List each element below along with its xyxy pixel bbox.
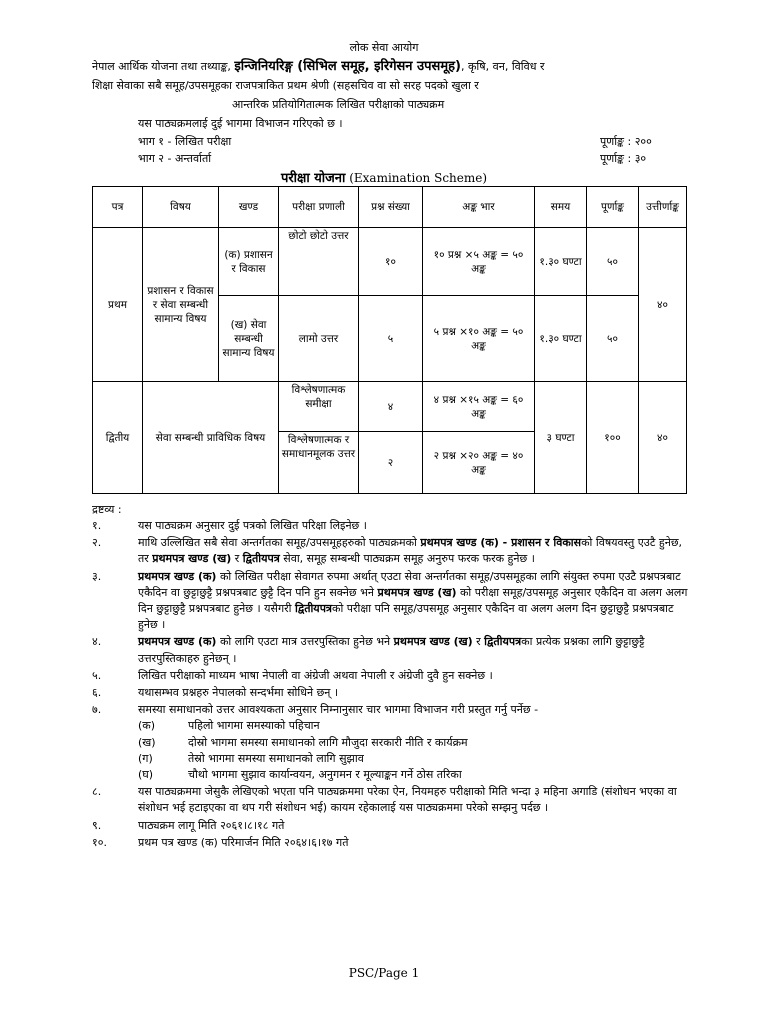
part-2-marks: पूर्णाङ्क : ३० [600, 152, 647, 165]
time: १.३० घण्टा [535, 296, 587, 382]
exam-system: लामो उत्तर [279, 296, 359, 382]
table-row [93, 228, 687, 296]
scheme-title: परीक्षा योजना (Examination Scheme) [280, 171, 488, 186]
paper-2-pass-marks: ४० [639, 382, 687, 494]
question-count: ५ [359, 296, 423, 382]
notes-list [92, 518, 692, 852]
part-1-row [138, 134, 231, 149]
col-header-subject: विषय [143, 187, 219, 228]
weightage: ५ प्रश्न ×१० अङ्क = ५० अङ्क [423, 296, 535, 382]
question-count: २ [359, 432, 423, 494]
list-item: ८. यस पाठ्यक्रममा जेसुकै लेखिएको भएता पनि पाठ्यक्रममा परेका ऐन, नियमहरु परीक्षाको मिति भन्दा ३ महिना अगाडि (संशोधन भएका वा संशोधन भई हटाइएका वा थप गरी संशोधन भई) कायम रहेकालाई यस पाठ्यक्रममा परेको सम्झनु पर्दछ । [92, 785, 677, 815]
col-header-exam-system: परीक्षा प्रणाली [279, 187, 359, 228]
full-marks: ५० [587, 228, 639, 296]
list-item: ६. यथासम्भव प्रश्नहरु नेपालको सन्दर्भमा सोधिने छन् । [92, 686, 339, 700]
intro-line-1: नेपाल आर्थिक योजना तथा तथ्याङ्क, इन्जिनियरिङ्ग (सिभिल समूह, इरिगेसन उपसमूह), कृषि, वन, विविध र [92, 59, 545, 74]
section-b: (ख) सेवा सम्बन्धी सामान्य विषय [219, 296, 279, 382]
exam-system: विश्लेषणात्मक र समाधानमूलक उत्तर [279, 432, 359, 494]
section-a: (क) प्रशासन र विकास [219, 228, 279, 296]
list-item: १०. प्रथम पत्र खण्ड (क) परिमार्जन मिति २०६४।६।१७ गते [92, 835, 349, 849]
paper-1-subject: प्रशासन र विकास र सेवा सम्बन्धी सामान्य विषय [143, 228, 219, 382]
question-count: ४ [359, 382, 423, 432]
table-header-row [93, 187, 687, 228]
page-footer: PSC/Page 1 [348, 966, 420, 980]
list-item: ४. प्रथमपत्र खण्ड (क) को लागि एउटा मात्र उत्तरपुस्तिका हुनेछ भने प्रथमपत्र खण्ड (ख) र द्वितीयपत्रका प्रत्येक प्रश्नका लागि छुट्टाछुट्टै उत्तरपुस्तिकाहरु हुनेछन् । [92, 635, 645, 665]
sub-item: (क) पहिलो भागमा समस्याको पहिचान [138, 719, 320, 733]
list-item: ७. समस्या समाधानको उत्तर आवश्यकता अनुसार निम्नानुसार चार भागमा विभाजन गरी प्रस्तुत गर्नु पर्नेछ - (क) पहिलो भागमा समस्याको पहिचान (ख) दोस्रो भागमा समस्या समाधानको लागि मौजुदा सरकारी नीति र कार्यक्रम (ग) तेस्रो भागमा समस्या समाधानको लागि सुझाव (घ) चौथो भागमा सुझाव कार्यान्वयन, अनुगमन र मूल्याङ्कन गर्ने ठोस तरिका [92, 702, 692, 783]
part-2-row [138, 151, 211, 166]
intro-line-3: आन्तरिक प्रतियोगितात्मक लिखित परीक्षाको पाठ्यक्रम [232, 98, 445, 111]
exam-system: छोटो छोटो उत्तर [279, 228, 359, 296]
col-header-section: खण्ड [219, 187, 279, 228]
weightage: २ प्रश्न ×२० अङ्क = ४० अङ्क [423, 432, 535, 494]
sub-item: (घ) चौथो भागमा सुझाव कार्यान्वयन, अनुगमन र मूल्याङ्कन गर्ने ठोस तरिका [138, 768, 462, 782]
intro-line-2: शिक्षा सेवाका सबै समूह/उपसमूहका राजपत्राकित प्रथम श्रेणी (सहसचिव वा सो सरह पदको खुला र [92, 79, 479, 92]
paper-2-subject: सेवा सम्बन्धी प्राविधिक विषय [143, 382, 279, 494]
col-header-questions: प्रश्न संख्या [359, 187, 423, 228]
weightage: १० प्रश्न ×५ अङ्क = ५० अङ्क [423, 228, 535, 296]
list-item: ३. प्रथमपत्र खण्ड (क) को लिखित परीक्षा सेवागत रुपमा अर्थात् एउटा सेवा अन्तर्गतका समूह/उपसमूहका लागि संयुक्त रुपमा एउटै प्रश्नपत्रबाट एकैदिन वा छुट्टाछुट्टै प्रश्नपत्रबाट छुट्टै दिन पनि हुन सक्नेछ भने प्रथमपत्र खण्ड (ख) को परीक्षा समूह/उपसमूह अनुसार एकैदिन वा अलग अलग दिन छुट्टाछुट्टै प्रश्नपत्रबाट हुनेछ । यसैगरी द्वितीयपत्रको परीक्षा पनि समूह/उपसमूह अनुसार एकैदिन वा अलग अलग दिन छुट्टाछुट्टै प्रश्नपत्रबाट हुनेछ । [92, 569, 688, 632]
list-item: ९. पाठ्यक्रम लागू मिति २०६१।८।१८ गते [92, 818, 285, 832]
time: १.३० घण्टा [535, 228, 587, 296]
service-group-highlight: इन्जिनियरिङ्ग (सिभिल समूह, इरिगेसन उपसमूह) [234, 59, 461, 74]
organization-title: लोक सेवा आयोग [349, 41, 419, 54]
weightage: ४ प्रश्न ×१५ अङ्क = ६० अङ्क [423, 382, 535, 432]
sub-item: (ग) तेस्रो भागमा समस्या समाधानको लागि सुझाव [138, 751, 364, 765]
exam-system: विश्लेषणात्मक समीक्षा [279, 382, 359, 432]
paper-2-full-marks: १०० [587, 382, 639, 494]
table-row [93, 382, 687, 432]
list-item: ५. लिखित परीक्षाको माध्यम भाषा नेपाली वा अंग्रेजी अथवा नेपाली र अंग्रेजी दुवै हुन सक्नेछ । [92, 668, 493, 682]
paper-1-name: प्रथम [93, 228, 143, 382]
col-header-paper: पत्र [93, 187, 143, 228]
col-header-pass-marks: उत्तीर्णाङ्क [639, 187, 687, 228]
col-header-weightage: अङ्क भार [423, 187, 535, 228]
division-text: यस पाठ्यक्रमलाई दुई भागमा विभाजन गरिएको छ । [138, 117, 343, 130]
list-item: २. माथि उल्लिखित सबै सेवा अन्तर्गतका समूह/उपसमूहहरुको पाठ्यक्रमको प्रथमपत्र खण्ड (क) - प्रशासन र विकासको विषयवस्तु एउटै हुनेछ, तर प्रथमपत्र खण्ड (ख) र द्वितीयपत्र सेवा, समूह सम्बन्धी पाठ्यक्रम समूह अनुरुप फरक फरक हुनेछ । [92, 536, 683, 566]
list-item: १. यस पाठ्यक्रम अनुसार दुई पत्रको लिखित परिक्षा लिइनेछ । [92, 519, 367, 532]
paper-2-name: द्वितीय [93, 382, 143, 494]
examination-scheme-table [92, 186, 687, 494]
part-1-marks: पूर्णाङ्क : २०० [600, 135, 652, 148]
part-2-label: भाग २ - अन्तर्वार्ता [138, 152, 212, 165]
part-1-label: भाग १ - लिखित परीक्षा [138, 135, 232, 148]
sub-item: (ख) दोस्रो भागमा समस्या समाधानको लागि मौजुदा सरकारी नीति र कार्यक्रम [138, 735, 468, 749]
paper-1-pass-marks: ४० [639, 228, 687, 382]
col-header-full-marks: पूर्णाङ्क [587, 187, 639, 228]
paper-2-time: ३ घण्टा [535, 382, 587, 494]
col-header-time: समय [535, 187, 587, 228]
notes-heading: द्रष्टव्य : [92, 503, 122, 516]
full-marks: ५० [587, 296, 639, 382]
question-count: १० [359, 228, 423, 296]
